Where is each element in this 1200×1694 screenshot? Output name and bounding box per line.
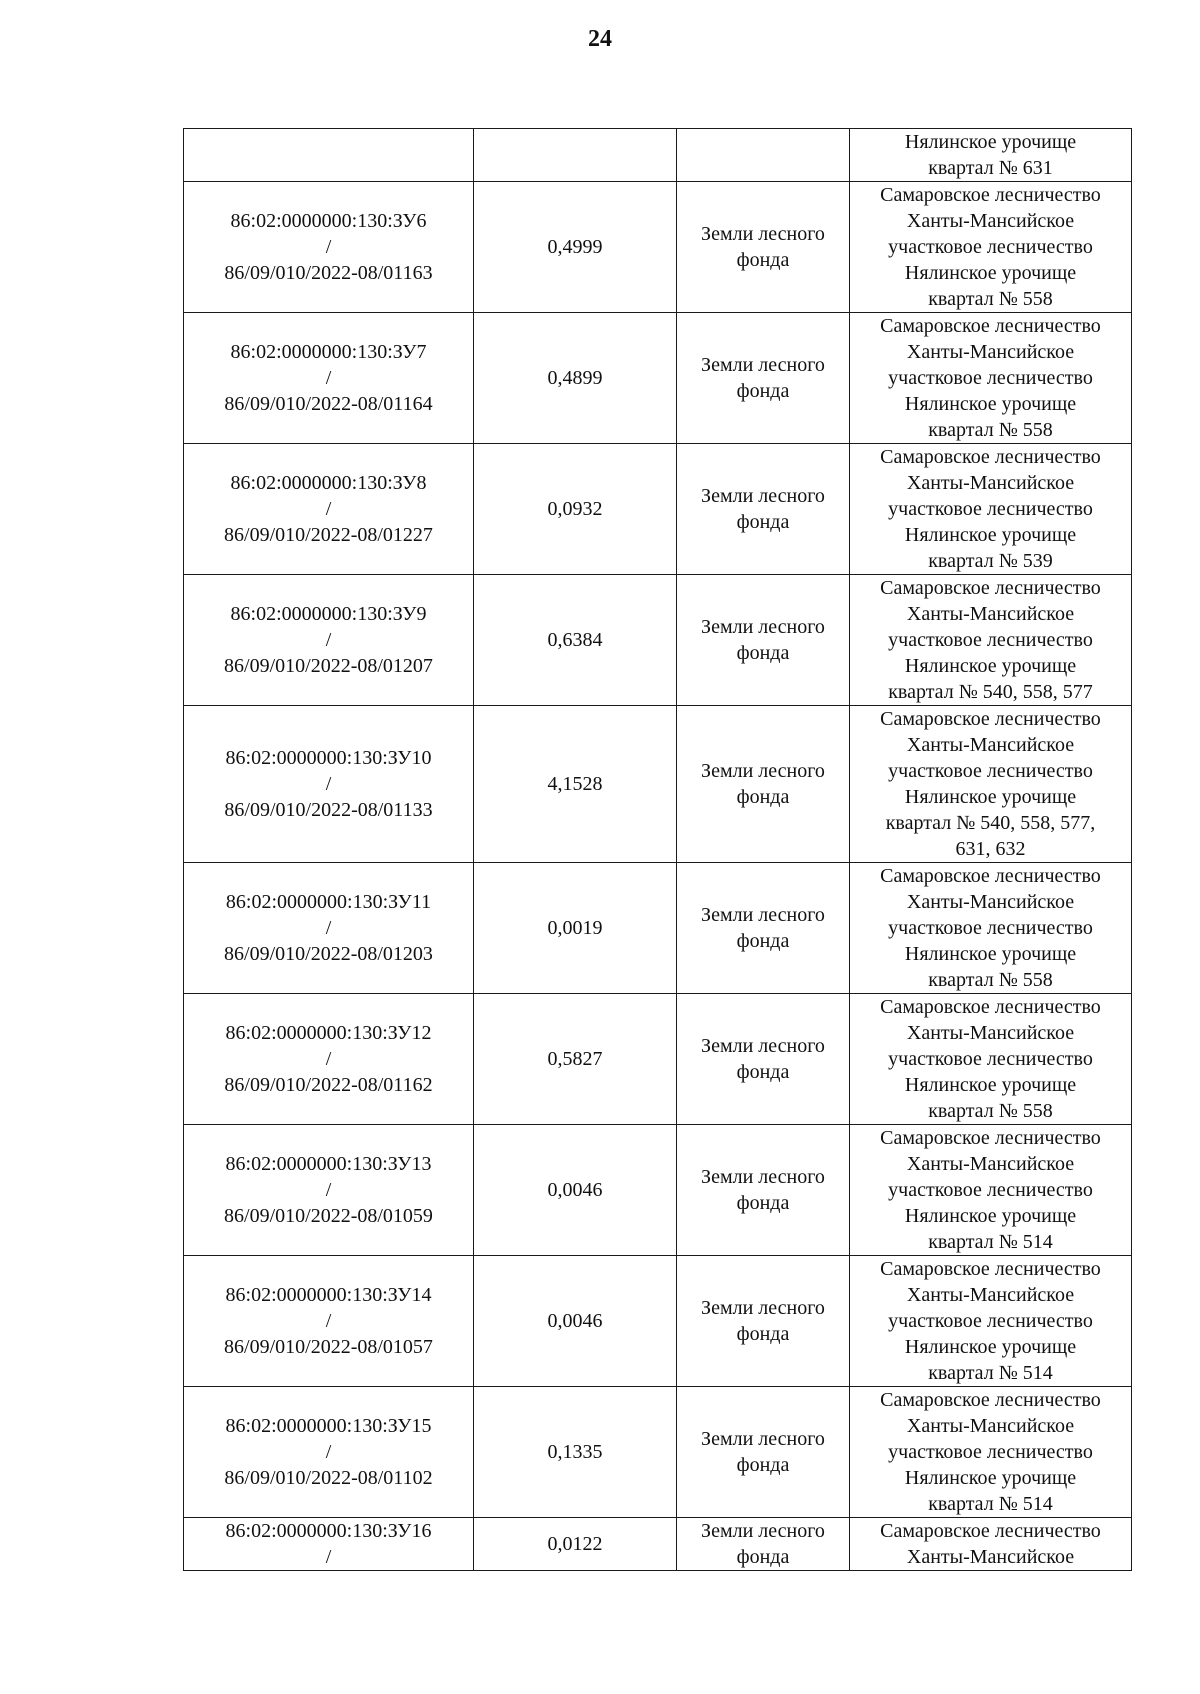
table-row: [184, 575, 1132, 706]
cell-category: Земли лесного фонда: [677, 706, 850, 863]
table-row: [184, 863, 1132, 994]
table-row: [184, 1256, 1132, 1387]
cell-location: Самаровское лесничество Ханты-Мансийское: [850, 1518, 1132, 1571]
registration-number: 86/09/010/2022-08/01203: [224, 943, 433, 965]
cell-location: Самаровское лесничество Ханты-Мансийское участковое лесничество Нялинское урочище квартал № 558: [850, 863, 1132, 994]
cell-location: Нялинское урочище квартал № 631: [850, 129, 1132, 182]
cell-area: 0,0046: [474, 1125, 677, 1256]
cadastral-number: 86:02:0000000:130:ЗУ6: [230, 210, 427, 232]
registration-number: 86/09/010/2022-08/01133: [224, 799, 433, 821]
cell-location: Самаровское лесничество Ханты-Мансийское участковое лесничество Нялинское урочище квартал № 540, 558, 577: [850, 575, 1132, 706]
separator: /: [325, 236, 332, 258]
table-row-partial: [184, 1518, 1132, 1571]
cell-cadastral-id: [184, 575, 474, 706]
cell-area: 0,0932: [474, 444, 677, 575]
separator: /: [325, 1179, 332, 1201]
cell-category: Земли лесного фонда: [677, 313, 850, 444]
table-row: [184, 706, 1132, 863]
table-row-continuation: [184, 129, 1132, 182]
cell-category: Земли лесного фонда: [677, 1125, 850, 1256]
registration-number: 86/09/010/2022-08/01057: [224, 1336, 433, 1358]
cadastral-number: 86:02:0000000:130:ЗУ7: [230, 341, 427, 363]
separator: /: [325, 1441, 332, 1463]
land-plots-table: [183, 128, 1132, 1571]
cell-area: 4,1528: [474, 706, 677, 863]
separator: /: [325, 1546, 332, 1568]
registration-number: 86/09/010/2022-08/01059: [224, 1205, 433, 1227]
registration-number: 86/09/010/2022-08/01163: [224, 262, 433, 284]
separator: /: [325, 773, 332, 795]
cell-id-empty: [184, 129, 474, 182]
cadastral-number: 86:02:0000000:130:ЗУ8: [230, 472, 427, 494]
cell-cadastral-id: [184, 1387, 474, 1518]
cadastral-number: 86:02:0000000:130:ЗУ13: [225, 1153, 432, 1175]
cell-location: Самаровское лесничество Ханты-Мансийское участковое лесничество Нялинское урочище квартал № 514: [850, 1256, 1132, 1387]
table-body: [184, 129, 1132, 1571]
table-row: [184, 994, 1132, 1125]
table-row: [184, 1125, 1132, 1256]
cell-area: 0,0122: [474, 1518, 677, 1571]
page-number: 24: [588, 26, 612, 52]
cadastral-number: 86:02:0000000:130:ЗУ14: [225, 1284, 432, 1306]
cell-cadastral-id: [184, 182, 474, 313]
table-row: [184, 444, 1132, 575]
cell-area: 0,5827: [474, 994, 677, 1125]
cell-category: Земли лесного фонда: [677, 1518, 850, 1571]
separator: /: [325, 367, 332, 389]
cell-cadastral-id: [184, 313, 474, 444]
registration-number: 86/09/010/2022-08/01102: [224, 1467, 433, 1489]
cell-category: Земли лесного фонда: [677, 863, 850, 994]
cell-location: Самаровское лесничество Ханты-Мансийское участковое лесничество Нялинское урочище квартал № 540, 558, 577, 631, 632: [850, 706, 1132, 863]
cell-category: Земли лесного фонда: [677, 994, 850, 1125]
separator: /: [325, 1048, 332, 1070]
cell-location: Самаровское лесничество Ханты-Мансийское участковое лесничество Нялинское урочище квартал № 558: [850, 182, 1132, 313]
cell-area: 0,0019: [474, 863, 677, 994]
cell-category: Земли лесного фонда: [677, 1256, 850, 1387]
cadastral-number: 86:02:0000000:130:ЗУ11: [225, 891, 432, 913]
separator: /: [325, 629, 332, 651]
cell-category: Земли лесного фонда: [677, 182, 850, 313]
cell-area: 0,4899: [474, 313, 677, 444]
cell-area: 0,6384: [474, 575, 677, 706]
registration-number: 86/09/010/2022-08/01162: [224, 1074, 433, 1096]
cell-location: Самаровское лесничество Ханты-Мансийское участковое лесничество Нялинское урочище квартал № 514: [850, 1387, 1132, 1518]
cell-area-empty: [474, 129, 677, 182]
cell-location: Самаровское лесничество Ханты-Мансийское участковое лесничество Нялинское урочище квартал № 514: [850, 1125, 1132, 1256]
cell-cadastral-id: [184, 1256, 474, 1387]
cell-location: Самаровское лесничество Ханты-Мансийское участковое лесничество Нялинское урочище квартал № 558: [850, 994, 1132, 1125]
registration-number: 86/09/010/2022-08/01207: [224, 655, 433, 677]
cell-location: Самаровское лесничество Ханты-Мансийское участковое лесничество Нялинское урочище квартал № 539: [850, 444, 1132, 575]
cadastral-number: 86:02:0000000:130:ЗУ15: [225, 1415, 432, 1437]
cadastral-number: 86:02:0000000:130:ЗУ10: [225, 747, 432, 769]
cell-area: 0,1335: [474, 1387, 677, 1518]
cell-cadastral-id: [184, 706, 474, 863]
table-row: [184, 182, 1132, 313]
cell-area: 0,4999: [474, 182, 677, 313]
separator: /: [325, 917, 332, 939]
cell-location: Самаровское лесничество Ханты-Мансийское участковое лесничество Нялинское урочище квартал № 558: [850, 313, 1132, 444]
cell-category-empty: [677, 129, 850, 182]
cell-category: Земли лесного фонда: [677, 1387, 850, 1518]
cell-category: Земли лесного фонда: [677, 444, 850, 575]
registration-number: 86/09/010/2022-08/01164: [224, 393, 433, 415]
cadastral-number: 86:02:0000000:130:ЗУ12: [225, 1022, 432, 1044]
cadastral-number: 86:02:0000000:130:ЗУ9: [230, 603, 427, 625]
cadastral-number: 86:02:0000000:130:ЗУ16: [225, 1520, 432, 1542]
separator: /: [325, 1310, 332, 1332]
table-row: [184, 313, 1132, 444]
cell-cadastral-id: [184, 994, 474, 1125]
separator: /: [325, 498, 332, 520]
cell-cadastral-id: [184, 444, 474, 575]
cell-area: 0,0046: [474, 1256, 677, 1387]
registration-number: 86/09/010/2022-08/01227: [224, 524, 433, 546]
cell-cadastral-id: [184, 1125, 474, 1256]
table-row: [184, 1387, 1132, 1518]
cell-cadastral-id: [184, 863, 474, 994]
cell-category: Земли лесного фонда: [677, 575, 850, 706]
cell-cadastral-id: [184, 1518, 474, 1571]
